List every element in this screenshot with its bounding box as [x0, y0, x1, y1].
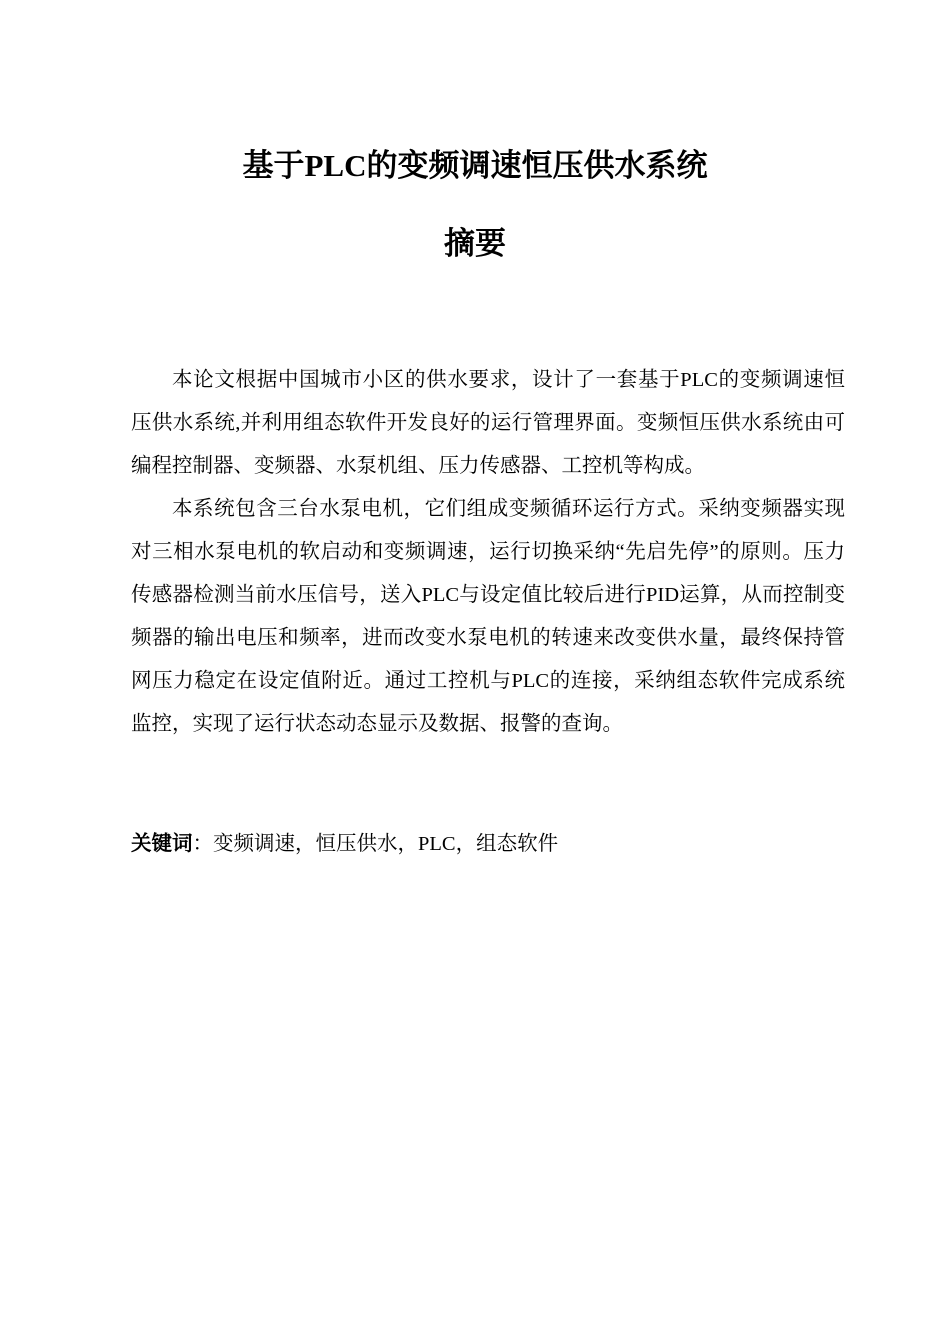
keywords-line [131, 823, 845, 866]
document-title: 基于PLC的变频调速恒压供水系统 [242, 148, 708, 183]
abstract-body [131, 359, 845, 746]
abstract-heading: 摘要 [444, 226, 506, 261]
keywords-separator: ： [192, 833, 213, 855]
abstract-paragraph-2: 本系统包含三台水泵电机，它们组成变频循环运行方式。采纳变频器实现对三相水泵电机的软启动和变频调速，运行切换采纳“先启先停”的原则。压力传感器检测当前水压信号，送入PLC与设定值比较后进行PID运算，从而控制变频器的输出电压和频率，进而改变水泵电机的转速来改变供水量，最终保持管网压力稳定在设定值附近。通过工控机与PLC的连接，采纳组态软件完成系统监控，实现了运行状态动态显示及数据、报警的查询。 [131, 498, 845, 735]
abstract-paragraph-1: 本论文根据中国城市小区的供水要求，设计了一套基于PLC的变频调速恒压供水系统,并利用组态软件开发良好的运行管理界面。变频恒压供水系统由可编程控制器、变频器、水泵机组、压力传感器、工控机等构成。 [131, 369, 845, 477]
keywords-label: 关键词 [131, 833, 193, 855]
keywords-text: 变频调速，恒压供水，PLC，组态软件 [213, 833, 559, 855]
